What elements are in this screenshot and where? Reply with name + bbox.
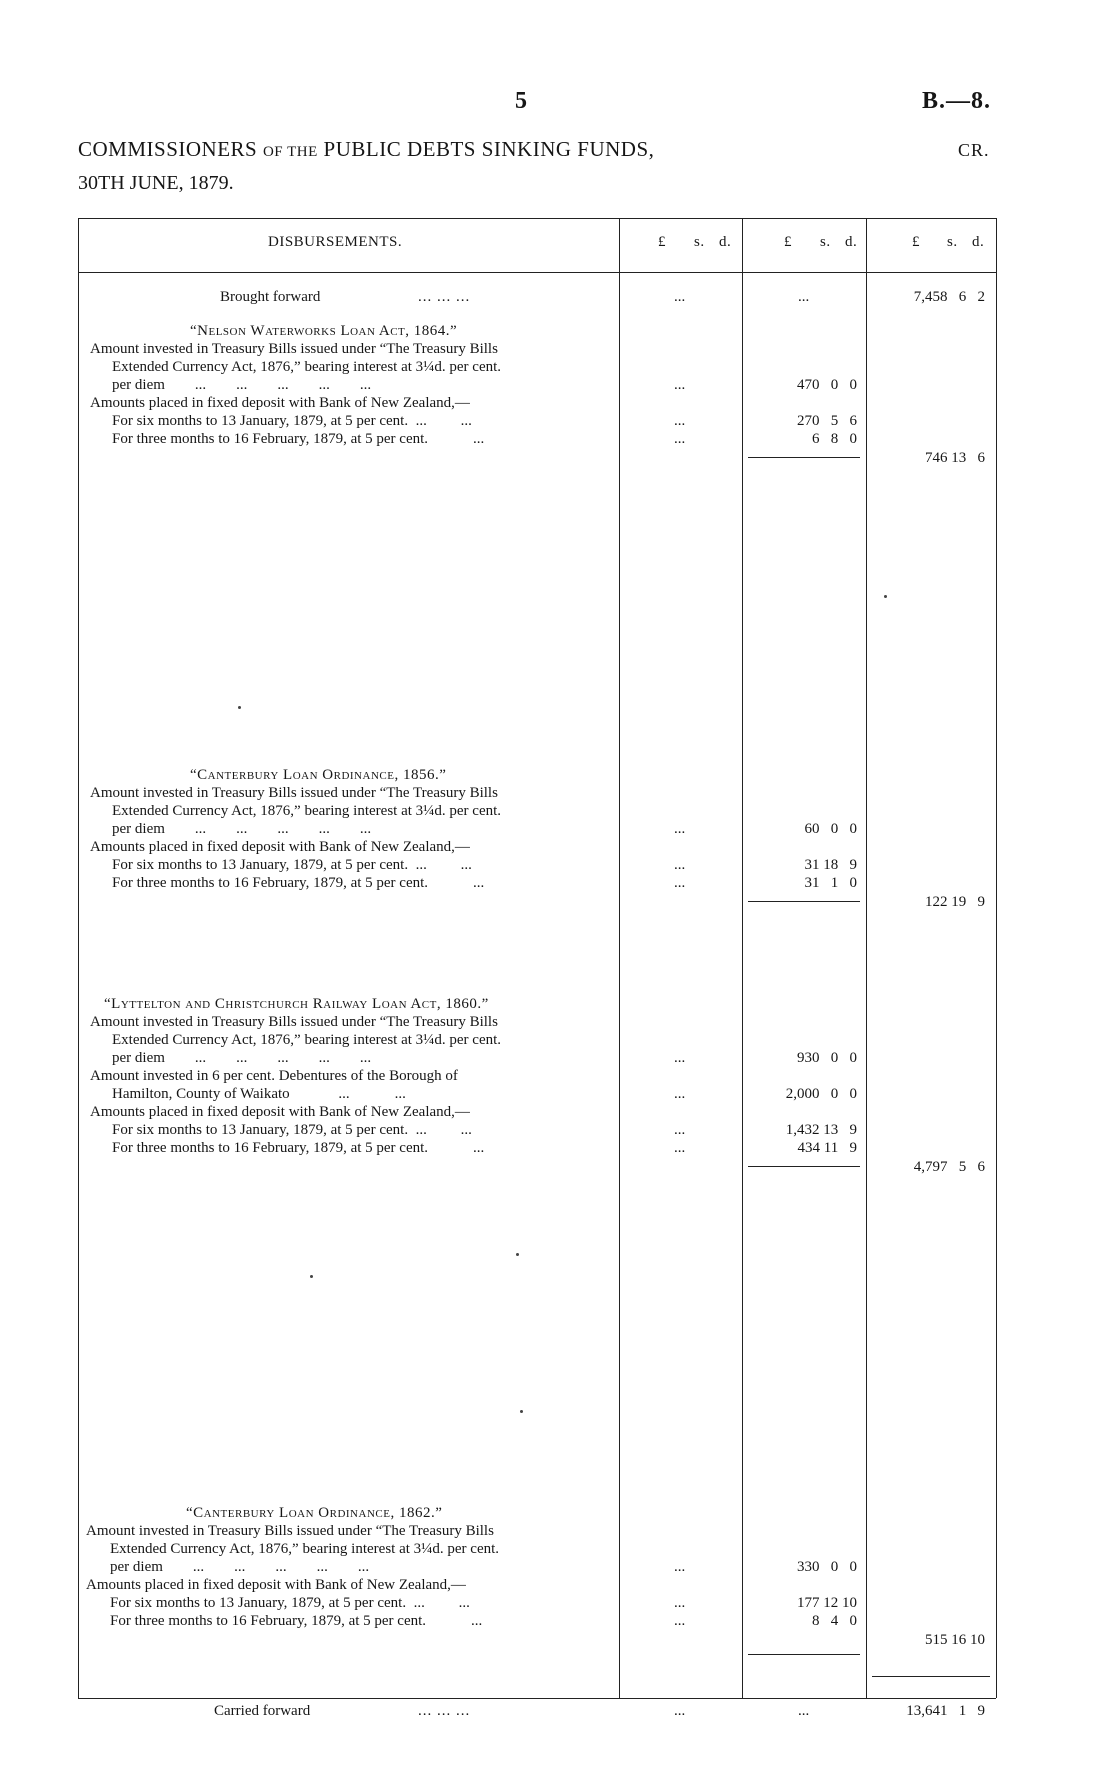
col2-value: 2,000 0 0 [785,1086,857,1102]
section-heading: “Nelson Waterworks Loan Act, 1864.” [190,323,458,339]
brought-forward-col1: ... [674,289,686,305]
line-text: Extended Currency Act, 1876,” bearing interest at 3¼d. per cent. [112,803,502,819]
page-title [78,137,654,162]
col2-value: 270 5 6 [797,413,857,429]
col2-value: 434 11 9 [797,1140,857,1156]
col-divider-1 [619,218,620,1698]
date-day: 30TH [78,172,125,194]
carried-forward-col2: ... [798,1703,810,1719]
line-text: Amounts placed in fixed deposit with Bank of New Zealand,— [90,1104,470,1120]
line-text: Amount invested in Treasury Bills issued under “The Treasury Bills [90,1014,498,1030]
col1-value: ... [674,1086,686,1102]
line-text: Amount invested in 6 per cent. Debentures of the Borough of [90,1068,458,1084]
scan-speck [238,706,241,709]
col3-header-pounds: £ [912,234,920,250]
line-text: Extended Currency Act, 1876,” bearing interest at 3¼d. per cent. [110,1541,500,1557]
title-part-2: PUBLIC DEBTS SINKING FUNDS, [323,137,655,161]
section-heading: “Canterbury Loan Ordinance, 1862.” [186,1505,443,1521]
col1-value: ... [674,821,686,837]
col3-header-pence: d. [972,234,985,250]
brought-forward-label: Brought forward [220,289,321,305]
section-total: 4,797 5 6 [913,1159,985,1175]
line-text: Amounts placed in fixed deposit with Bank of New Zealand,— [90,395,470,411]
line-text: per diem ... ... ... ... ... [110,1559,370,1575]
carried-forward-leaders: ... ... ... [418,1703,471,1719]
col-divider-2 [742,218,743,1698]
col1-value: ... [674,857,686,873]
col2-value: 60 0 0 [804,821,857,837]
line-text: Amount invested in Treasury Bills issued under “The Treasury Bills [90,341,498,357]
section-heading: “Lyttelton and Christchurch Railway Loan Act, 1860.” [104,996,489,1012]
col2-value: 1,432 13 9 [785,1122,857,1138]
col2-value: 8 4 0 [812,1613,857,1629]
line-text: Amounts placed in fixed deposit with Bank of New Zealand,— [86,1577,466,1593]
line-text: Amounts placed in fixed deposit with Bank of New Zealand,— [90,839,470,855]
credit-side-label: CR. [958,140,990,160]
line-text: For six months to 13 January, 1879, at 5 per cent. ... ... [112,1122,472,1138]
line-text: For three months to 16 February, 1879, at 5 per cent. ... [112,431,485,447]
column-header-disbursements: DISBURSEMENTS. [268,234,403,250]
date-month: JUNE [129,172,179,194]
section-total: 515 16 10 [925,1632,985,1648]
carried-forward-rule-col2 [748,1654,860,1655]
col3-header-shillings: s. [947,234,958,250]
scan-speck [310,1275,313,1278]
line-text: For three months to 16 February, 1879, at 5 per cent. ... [112,1140,485,1156]
carried-forward-rule-total [872,1676,990,1677]
col1-value: ... [674,1559,686,1575]
col2-value: 330 0 0 [797,1559,857,1575]
col2-value: 31 18 9 [804,857,857,873]
col1-header-pence: d. [719,234,732,250]
table-bottom-rule [78,1698,996,1699]
col2-value: 6 8 0 [812,431,857,447]
col-divider-3 [866,218,867,1698]
line-text: For six months to 13 January, 1879, at 5 per cent. ... ... [112,857,472,873]
col1-value: ... [674,1050,686,1066]
line-text: Hamilton, County of Waikato ... ... [112,1086,406,1102]
line-text: For six months to 13 January, 1879, at 5 per cent. ... ... [110,1595,470,1611]
carried-forward-label: Carried forward [214,1703,311,1719]
section-total: 122 19 9 [925,894,985,910]
col1-header-pounds: £ [658,234,666,250]
col1-value: ... [674,1595,686,1611]
line-text: For three months to 16 February, 1879, at 5 per cent. ... [110,1613,483,1629]
carried-forward-total: 13,641 1 9 [906,1703,985,1719]
scan-speck [520,1410,523,1413]
col1-value: ... [674,1122,686,1138]
page-number: 5 [515,88,527,114]
col1-value: ... [674,413,686,429]
col2-value: 177 12 10 [797,1595,857,1611]
col2-value: 930 0 0 [797,1050,857,1066]
line-text: For three months to 16 February, 1879, at 5 per cent. ... [112,875,485,891]
col2-header-pence: d. [845,234,858,250]
col1-value: ... [674,377,686,393]
scan-speck [516,1253,519,1256]
line-text: Amount invested in Treasury Bills issued under “The Treasury Bills [86,1523,494,1539]
brought-forward-col2: ... [798,289,810,305]
col1-value: ... [674,1140,686,1156]
title-of-the: OF THE [262,144,318,160]
col2-value: 470 0 0 [797,377,857,393]
col2-header-shillings: s. [820,234,831,250]
table-left-border [78,218,79,1698]
subtotal-rule [748,1166,860,1167]
statement-date [78,172,234,195]
col1-value: ... [674,875,686,891]
brought-forward-total: 7,458 6 2 [913,289,985,305]
table-top-rule [78,218,996,219]
col1-header-shillings: s. [694,234,705,250]
subtotal-rule [748,457,860,458]
line-text: per diem ... ... ... ... ... [112,821,372,837]
line-text: per diem ... ... ... ... ... [112,1050,372,1066]
document-reference: B.—8. [922,88,992,114]
col1-value: ... [674,431,686,447]
section-total: 746 13 6 [925,450,985,466]
line-text: For six months to 13 January, 1879, at 5 per cent. ... ... [112,413,472,429]
section-heading: “Canterbury Loan Ordinance, 1856.” [190,767,447,783]
table-right-border [996,218,997,1698]
date-year: , 1879. [178,172,234,194]
col2-header-pounds: £ [784,234,792,250]
carried-forward-col1: ... [674,1703,686,1719]
line-text: per diem ... ... ... ... ... [112,377,372,393]
header-bottom-rule [78,272,996,273]
line-text: Extended Currency Act, 1876,” bearing interest at 3¼d. per cent. [112,1032,502,1048]
scan-speck [884,595,887,598]
brought-forward-leaders: ... ... ... [418,289,471,305]
col1-value: ... [674,1613,686,1629]
line-text: Extended Currency Act, 1876,” bearing interest at 3¼d. per cent. [112,359,502,375]
subtotal-rule [748,901,860,902]
title-part-1: COMMISSIONERS [78,137,258,161]
line-text: Amount invested in Treasury Bills issued under “The Treasury Bills [90,785,498,801]
col2-value: 31 1 0 [804,875,857,891]
